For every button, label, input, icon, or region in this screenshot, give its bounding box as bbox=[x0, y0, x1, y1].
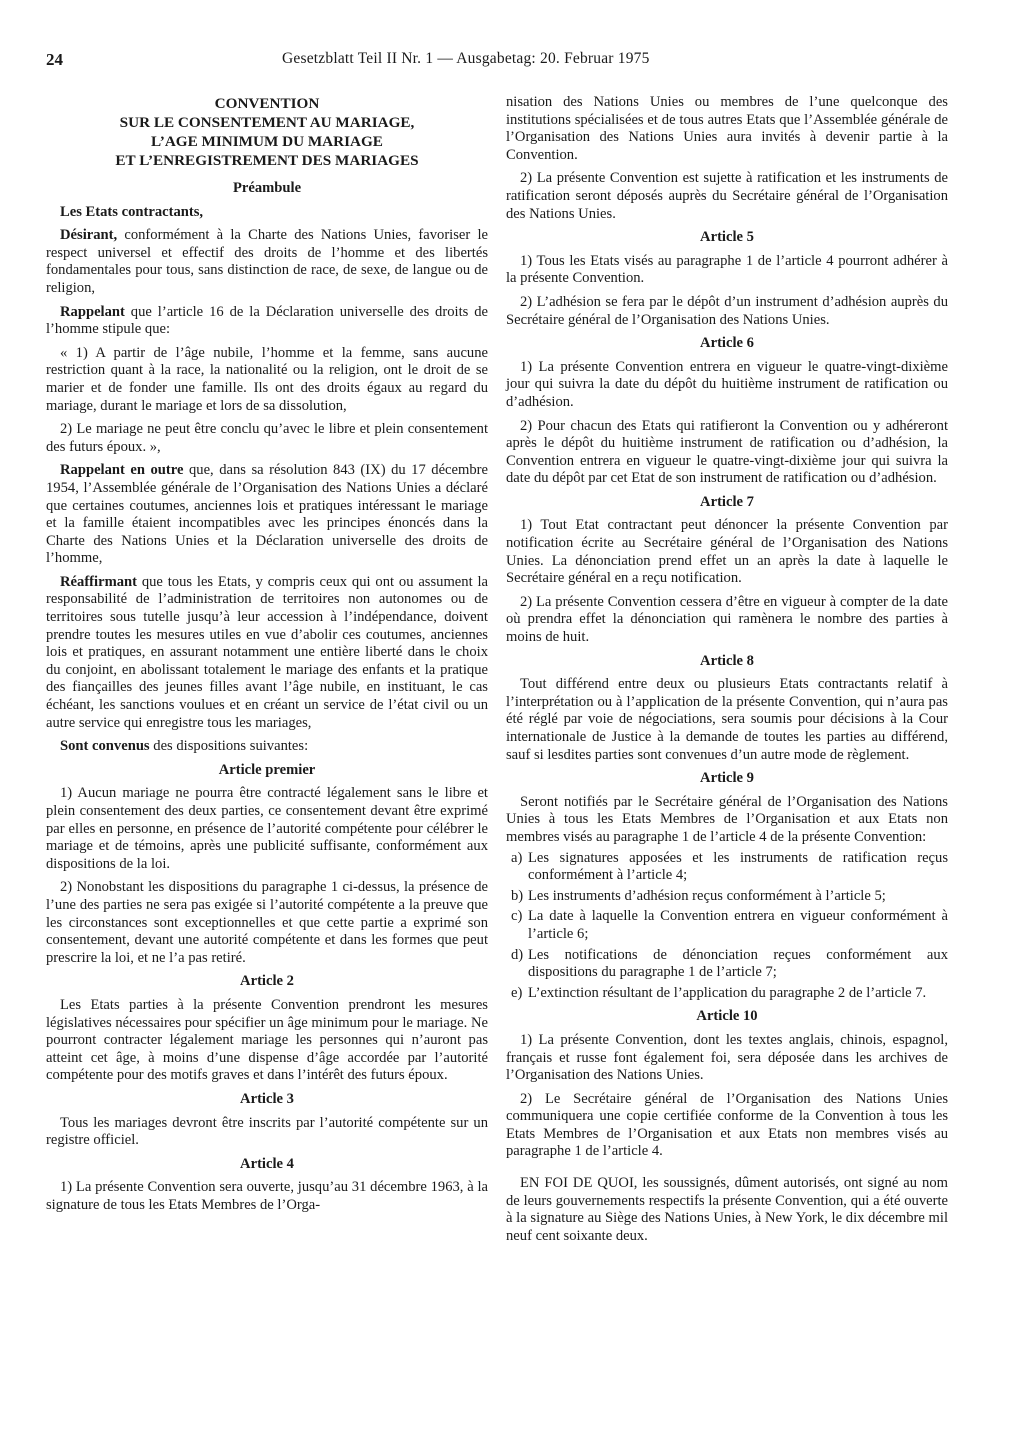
convention-title bbox=[46, 94, 488, 170]
list-item-text: L’extinction résultant de l’application du paragraphe 2 de l’article 7. bbox=[528, 984, 927, 1001]
article-8-heading: Article 8 bbox=[700, 652, 754, 669]
title-line: ET L’ENREGISTREMENT DES MARIAGES bbox=[115, 152, 419, 169]
article-10-para-1: 1) La présente Convention, dont les textes anglais, chinois, espagnol, français et russe font également foi, sera déposée dans les archives de l’Organisation des Nations Unies. bbox=[506, 1031, 948, 1084]
article-1-para-2: 2) Nonobstant les dispositions du paragraphe 1 ci-dessus, la présence de l’une des parties ne sera pas exigée si l’autorité compétente a la preuve que les circonstances sont exceptionnelles et que cette partie a exprimé son consentement, devant une autorité compétente et dans les formes que peut prescrire la loi, et ne l’a pas retiré. bbox=[46, 879, 488, 966]
running-title: Gesetzblatt Teil II Nr. 1 — Ausgabetag: 20. Februar 1975 bbox=[282, 50, 650, 67]
lead-word: Désirant, bbox=[60, 227, 118, 244]
list-item bbox=[506, 985, 948, 1003]
list-item bbox=[506, 850, 948, 885]
lead-word: Rappelant bbox=[60, 303, 125, 320]
title-line: SUR LE CONSENTEMENT AU MARIAGE, bbox=[119, 114, 415, 131]
article-5-para-1: 1) Tous les Etats visés au paragraphe 1 de l’article 4 pourront adhérer à la présente Convention. bbox=[506, 252, 948, 287]
paragraph-text: que tous les Etats, y compris ceux qui ont ou assument la responsabilité de l’administration de territoires non autonomes ou de territoires sous tutelle jusqu’à leur accession à l’indépendance, doivent prendre toutes les mesures utiles en vue d’abolir ces coutumes, anciennes lois et pratiques, en assurant notamment une entière liberté dans le choix du conjoint, en abolissant totalement le mariage des enfants et la pratique des fiançailles des jeunes filles avant l’âge nubile, en instituant, le cas échéant, les sanctions voulues et en créant un service de l’état civil ou un autre service qui enregistre tous les mariages, bbox=[46, 573, 488, 731]
list-item bbox=[506, 888, 948, 906]
article-5-heading: Article 5 bbox=[700, 229, 754, 246]
article-7-para-2: 2) La présente Convention cessera d’être en vigueur à compter de la date où prendra effet la dénonciation qui ramènera le nombre des parties à moins de huit. bbox=[506, 593, 948, 646]
quote-paragraph-1: « 1) A partir de l’âge nubile, l’homme et la femme, sans aucune restriction quant à la race, la nationalité ou la religion, ont le droit de se marier et de fonder une famille. Ils ont des droits égaux au regard du mariage, durant le mariage et lors de sa dissolution, bbox=[46, 344, 488, 414]
article-3-para-1: Tous les mariages devront être inscrits par l’autorité compétente sur un registre officiel. bbox=[46, 1114, 488, 1149]
article-4-para-2: 2) La présente Convention est sujette à ratification et les instruments de ratification seront déposés auprès du Secrétaire général de l’Organisation des Nations Unies. bbox=[506, 170, 948, 222]
lead-word: Réaffirmant bbox=[60, 573, 137, 590]
article-6-heading: Article 6 bbox=[700, 335, 754, 352]
article-9-heading: Article 9 bbox=[700, 770, 754, 787]
article-4-heading: Article 4 bbox=[240, 1155, 294, 1172]
article-4-para-1-continued: nisation des Nations Unies ou membres de l’une quelconque des institutions spécialisées et de tous autres Etats que l’Assemblée générale de l’Organisation des Nations Unies aura invités à devenir partie à la Convention. bbox=[506, 94, 948, 163]
article-2-para-1: Les Etats parties à la présente Convention prendront les mesures législatives nécessaires pour spécifier un âge minimum pour le mariage. Ne pourront contracter légalement mariage les personnes qui n’auront pas atteint cet âge, à moins d’une dispense d’âge accordée par l’autorité compétente pour des motifs graves et dans l’intérêt des futurs époux. bbox=[46, 996, 488, 1084]
article-6-para-2: 2) Pour chacun des Etats qui ratifieront la Convention ou y adhéreront après le dépôt du huitième instrument de ratification ou d’adhésion, la Convention entrera en vigueur le quatre-vingt-dixième jour qui suivra la date du dépôt par cet Etat de son instrument de ratification ou d’adhésion. bbox=[506, 417, 948, 487]
list-item-text: Les signatures apposées et les instruments de ratification reçus conformément à l’article 4; bbox=[528, 849, 948, 884]
list-item-text: Les notifications de dénonciation reçues conformément aux dispositions du paragraphe 1 de l’article 7; bbox=[528, 946, 948, 981]
list-item-label: e) bbox=[511, 984, 523, 1001]
paragraph-text: conformément à la Charte des Nations Unies, favoriser le respect universel et effectif des droits de l’homme et des libertés fondamentales pour tous, sans distinction de race, de sexe, de langue ou de religion, bbox=[46, 227, 488, 296]
article-7-heading: Article 7 bbox=[700, 493, 754, 510]
article-3-heading: Article 3 bbox=[240, 1090, 294, 1107]
article-7-para-1: 1) Tout Etat contractant peut dénoncer la présente Convention par notification écrite au Secrétaire général de l’Organisation des Nations Unies. La dénonciation prend effet un an après la date à laquelle le Secrétaire général en a reçu notification. bbox=[506, 517, 948, 587]
list-item bbox=[506, 908, 948, 943]
page-number: 24 bbox=[46, 50, 63, 69]
article-8-para-1: Tout différend entre deux ou plusieurs Etats contractants relatif à l’interprétation ou à l’application de la présente Convention, qui n’aura pas été réglé par voie de négociations, sera soumis pour décisions à la Cour internationale de Justice à la demande de toutes les parties au différend, sauf si lesdites parties sont convenues d’un autre mode de règlement. bbox=[506, 676, 948, 763]
article-1-para-1: 1) Aucun mariage ne pourra être contracté légalement sans le libre et plein consentement des deux parties, ce consentement devant être exprimé par elles en personne, en présence de l’autorité compétente pour célébrer le mariage et de témoins, après une publicité suffisante, conformément aux dispositions de la loi. bbox=[46, 785, 488, 872]
list-item-label: d) bbox=[511, 946, 524, 963]
article-4-para-1-start: 1) La présente Convention sera ouverte, jusqu’au 31 décembre 1963, à la signature de tous les Etats Membres de l’Orga- bbox=[46, 1179, 488, 1213]
title-line: L’AGE MINIMUM DU MARIAGE bbox=[151, 133, 383, 150]
list-item-text: Les instruments d’adhésion reçus conformément à l’article 5; bbox=[528, 887, 886, 904]
right-column bbox=[506, 94, 948, 1251]
left-column bbox=[46, 94, 488, 1220]
paragraph-text: que l’article 16 de la Déclaration universelle des droits de l’homme stipule que: bbox=[46, 303, 488, 338]
article-5-para-2: 2) L’adhésion se fera par le dépôt d’un instrument d’adhésion auprès du Secrétaire général de l’Organisation des Nations Unies. bbox=[506, 293, 948, 328]
article-10-para-2: 2) Le Secrétaire général de l’Organisation des Nations Unies communiquera une copie certifiée conforme de la Convention à tous les Etats Membres de l’Organisation et aux Etats non membres visés au paragraphe 1 de l’article 4. bbox=[506, 1090, 948, 1160]
article-2-heading: Article 2 bbox=[240, 973, 294, 990]
preamble-heading: Préambule bbox=[232, 180, 302, 196]
paragraph-rappelant bbox=[46, 304, 488, 339]
paragraph-convenus bbox=[46, 738, 488, 756]
page-header bbox=[46, 50, 966, 72]
article-1-heading: Article premier bbox=[218, 761, 316, 778]
paragraph-desirant bbox=[46, 227, 488, 297]
closing-clause: EN FOI DE QUOI, les soussignés, dûment autorisés, ont signé au nom de leurs gouvernements respectifs la présente Convention, qui a été ouverte à la signature au Siège des Nations Unies, à New York, le dix décembre mil neuf cent soixante deux. bbox=[506, 1175, 948, 1244]
article-9-para-1: Seront notifiés par le Secrétaire général de l’Organisation des Nations Unies à tous les Etats Membres de l’Organisation et aux Etats non membres visés au paragraphe 1 de l’article 4 de la présente Convention: bbox=[506, 793, 948, 845]
title-line: CONVENTION bbox=[214, 95, 320, 112]
paragraph-reaffirmant bbox=[46, 574, 488, 732]
lead-word: Rappelant en outre bbox=[60, 462, 184, 479]
list-item bbox=[506, 947, 948, 982]
list-item-text: La date à laquelle la Convention entrera en vigueur conformément à l’article 6; bbox=[528, 908, 948, 942]
list-item-label: b) bbox=[511, 887, 524, 904]
article-10-heading: Article 10 bbox=[696, 1008, 758, 1025]
quote-paragraph-2: 2) Le mariage ne peut être conclu qu’avec le libre et plein consentement des futurs époux. », bbox=[46, 421, 488, 455]
lead-word: Sont convenus bbox=[60, 738, 150, 755]
paragraph-rappelant-outre bbox=[46, 462, 488, 568]
list-item-label: c) bbox=[511, 908, 523, 925]
paragraph-text: des dispositions suivantes: bbox=[149, 738, 309, 755]
contracting-states: Les Etats contractants, bbox=[60, 203, 204, 220]
article-6-para-1: 1) La présente Convention entrera en vigueur le quatre-vingt-dixième jour qui suivra la date du dépôt du huitième instrument de ratification ou d’adhésion. bbox=[506, 358, 948, 410]
list-item-label: a) bbox=[511, 849, 523, 866]
paragraph-text: que, dans sa résolution 843 (IX) du 17 décembre 1954, l’Assemblée générale de l’Organisation des Nations Unies a déclaré que certaines coutumes, anciennes lois et pratiques intéressant le mariage et la famille étaient incompatibles avec les principes énoncés dans la Charte des Nations Unies et la Déclaration universelle des droits de l’homme, bbox=[46, 462, 488, 567]
